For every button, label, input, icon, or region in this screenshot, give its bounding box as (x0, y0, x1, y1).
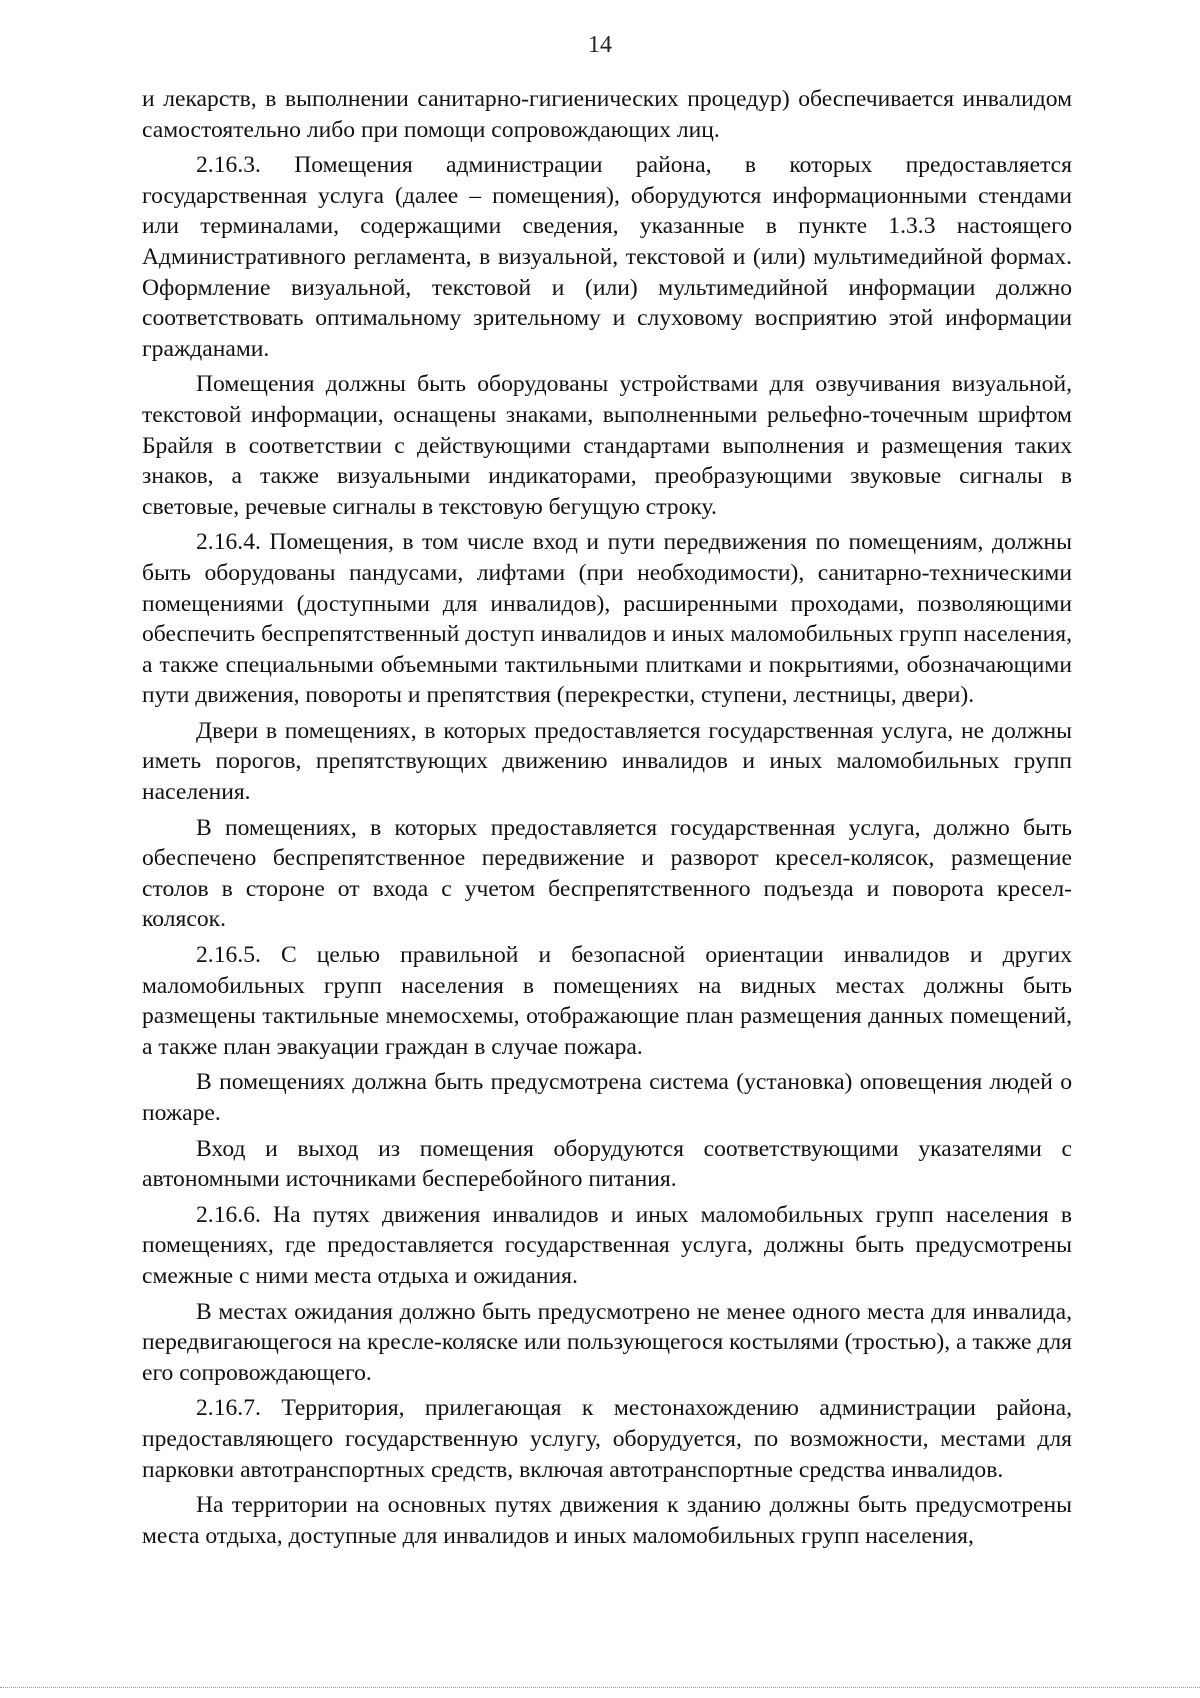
page-number: 14 (588, 32, 612, 58)
paragraph-2-16-6: 2.16.6. На путях движения инвалидов и иных маломобильных групп населения в помещениях, где предоставляется государственная услуга, должны быть предусмотрены смежные с ними места отдыха и ожидания. (142, 1201, 1072, 1289)
paragraph-continuation: и лекарств, в выполнении санитарно-гигиенических процедур) обеспечивается инвалидом самостоятельно либо при помощи сопровождающих лиц. (142, 86, 1072, 143)
paragraph-territory: На территории на основных путях движения к зданию должны быть предусмотрены места отдыха, доступные для инвалидов и иных маломобильных групп населения, (142, 1492, 1072, 1549)
paragraph-2-16-5: 2.16.5. С целью правильной и безопасной ориентации инвалидов и других маломобильных групп населения в помещениях на видных местах должны быть размещены тактильные мнемосхемы, отображающие план размещения данных помещений, а также план эвакуации граждан в случае пожара. (142, 942, 1072, 1060)
paragraph-wheelchair-movement: В помещениях, в которых предоставляется государственная услуга, должно быть обеспечено беспрепятственное передвижение и разворот кресел-колясок, размещение столов в стороне от входа с учетом беспрепятственного подъезда и поворота кресел-колясок. (142, 814, 1072, 933)
body-text (142, 84, 1072, 1556)
paragraph-2-16-4: 2.16.4. Помещения, в том числе вход и пути передвижения по помещениям, должны быть оборудованы пандусами, лифтами (при необходимости), санитарно-техническими помещениями (доступными для инвалидов), расширенными проходами, позволяющими обеспечить беспрепятственный доступ инвалидов и иных маломобильных групп населения, а также специальными объемными тактильными плитками и покрытиями, обозначающими пути движения, повороты и препятствия (перекрестки, ступени, лестницы, двери). (142, 529, 1072, 709)
scan-edge-line (0, 1687, 1200, 1688)
paragraph-doors: Двери в помещениях, в которых предоставляется государственная услуга, не должны иметь порогов, препятствующих движению инвалидов и иных маломобильных групп населения. (142, 717, 1072, 806)
paragraph-entrance-exit: Вход и выход из помещения оборудуются соответствующими указателями с автономными источниками бесперебойного питания. (142, 1135, 1072, 1193)
paragraph-2-16-3: 2.16.3. Помещения администрации района, в которых предоставляется государственная услуга (далее – помещения), оборудуются информационными стендами или терминалами, содержащими сведения, указанные в пункте 1.3.3 настоящего Административного регламента, в визуальной, текстовой и (или) мультимедийной формах. Оформление визуальной, текстовой и (или) мультимедийной информации должно соответствовать оптимальному зрительному и слуховому восприятию этой информации гражданами. (142, 152, 1072, 362)
paragraph-equipment: Помещения должны быть оборудованы устройствами для озвучивания визуальной, текстовой информации, оснащены знаками, выполненными рельефно-точечным шрифтом Брайля в соответствии с действующими стандартами выполнения и размещения таких знаков, а также визуальными индикаторами, преобразующими звуковые сигналы в световые, речевые сигналы в текстовую бегущую строку. (142, 371, 1072, 520)
paragraph-2-16-7: 2.16.7. Территория, прилегающая к местонахождению администрации района, предоставляющего государственную услугу, оборудуется, по возможности, местами для парковки автотранспортных средств, включая автотранспортные средства инвалидов. (142, 1395, 1072, 1483)
paragraph-fire-alarm: В помещениях должна быть предусмотрена система (установка) оповещения людей о пожаре. (142, 1069, 1072, 1126)
paragraph-waiting-places: В местах ожидания должно быть предусмотрено не менее одного места для инвалида, передвигающегося на кресле-коляске или пользующегося костылями (тростью), а также для его сопровождающего. (142, 1298, 1072, 1386)
